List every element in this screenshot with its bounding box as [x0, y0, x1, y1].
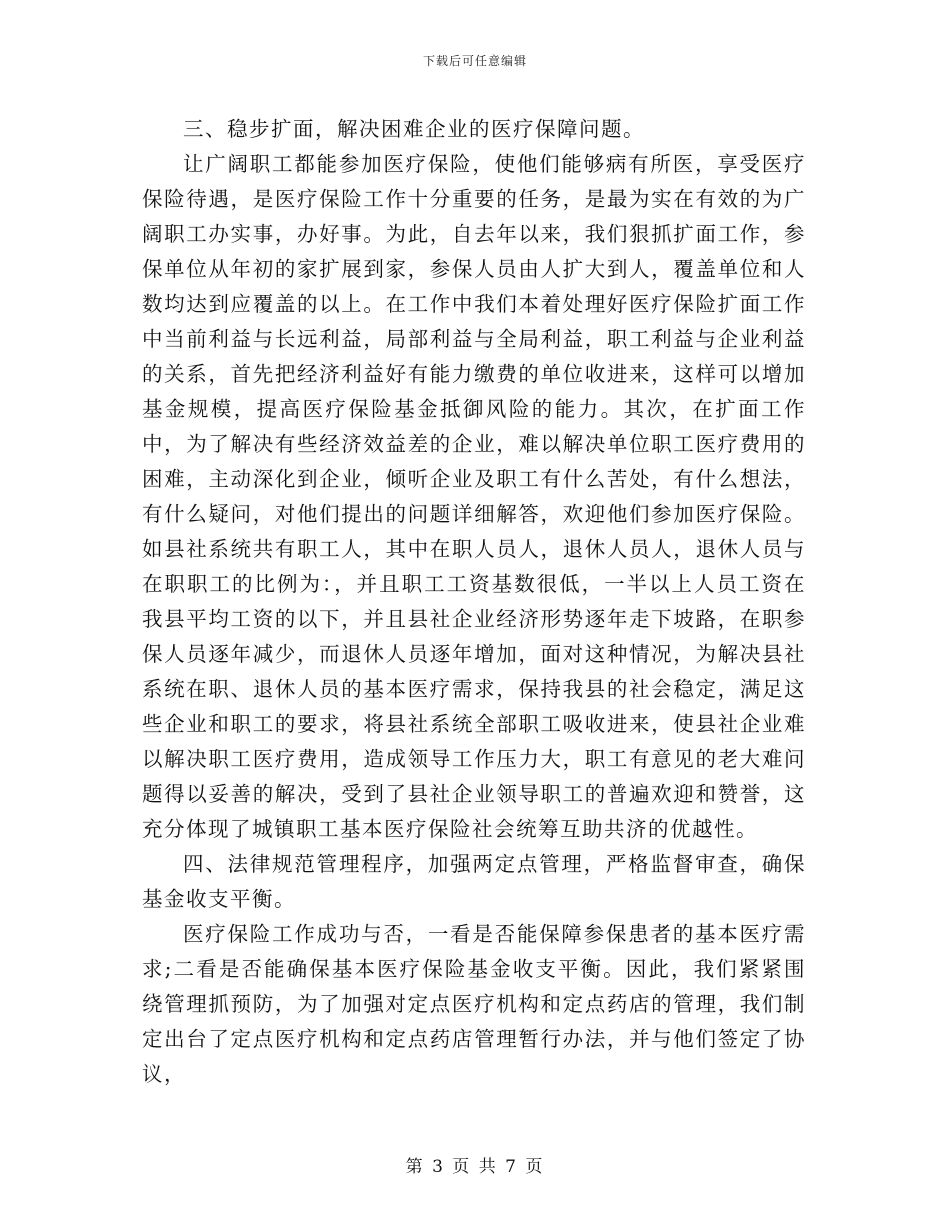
page-number: 第 3 页 共 7 页 — [405, 1157, 545, 1177]
section-heading-four: 四、法律规范管理程序，加强两定点管理，严格监督审查，确保基金收支平衡。 — [142, 852, 806, 911]
page-header-note: 下载后可任意编辑 — [422, 54, 527, 68]
document-body — [142, 112, 806, 1092]
body-paragraph: 让广阔职工都能参加医疗保险，使他们能够病有所医，享受医疗保险待遇，是医疗保险工作十分重要的任务，是最为实在有效的为广阔职工办实事，办好事。为此，自去年以来，我们狠抓扩面工作，参保单位从年初的家扩展到家，参保人员由人扩大到人，覆盖单位和人数均达到应覆盖的以上。在工作中我们本着处理好医疗保险扩面工作中当前利益与长远利益，局部利益与全局利益，职工利益与企业利益的关系，首先把经济利益好有能力缴费的单位收进来，这样可以增加基金规模，提高医疗保险基金抵御风险的能力。其次，在扩面工作中，为了解决有些经济效益差的企业，难以解决单位职工医疗费用的困难，主动深化到企业，倾听企业及职工有什么苦处，有什么想法，有什么疑问，对他们提出的问题详细解答，欢迎他们参加医疗保险。如县社系统共有职工人，其中在职人员人，退休人员人，退休人员与在职职工的比例为：，并且职工工资基数很低，一半以上人员工资在我县平均工资的以下，并且县社企业经济形势逐年走下坡路，在职参保人员逐年减少，而退休人员逐年增加，面对这种情况，为解决县社系统在职、退休人员的基本医疗需求，保持我县的社会稳定，满足这些企业和职工的要求，将县社系统全部职工吸收进来，使县社企业难以解决职工医疗费用，造成领导工作压力大，职工有意见的老大难问题得以妥善的解决，受到了县社企业领导职工的普遍欢迎和赞誉，这充分体现了城镇职工基本医疗保险社会统筹互助共济的优越性。 — [142, 152, 806, 841]
section-heading-three: 三、稳步扩面，解决困难企业的医疗保障问题。 — [183, 117, 645, 141]
body-paragraph: 医疗保险工作成功与否，一看是否能保障参保患者的基本医疗需求;二看是否能确保基本医疗保险基金收支平衡。因此，我们紧紧围绕管理抓预防，为了加强对定点医疗机构和定点药店的管理，我们制定出台了定点医疗机构和定点药店管理暂行办法，并与他们签定了协议， — [142, 922, 806, 1086]
